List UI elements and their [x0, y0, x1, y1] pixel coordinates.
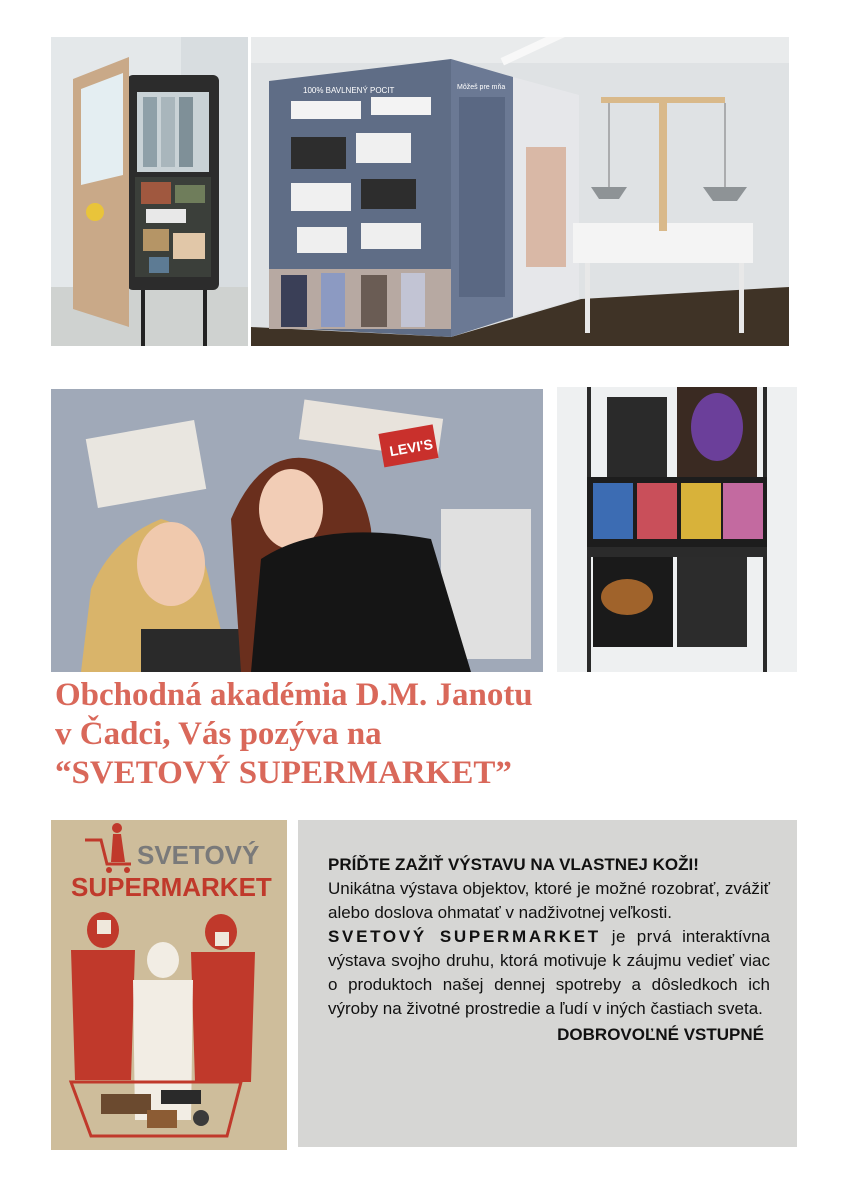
- info-paragraph-2: [328, 925, 770, 1021]
- info-heading: PRÍĎTE ZAŽIŤ VÝSTAVU NA VLASTNEJ KOŽI!: [328, 855, 699, 874]
- poster-title-svetovy: SVETOVÝ: [137, 840, 260, 870]
- photo-exhibition-hall: [251, 37, 789, 346]
- paragraph-2-lead: je prvá: [600, 927, 672, 946]
- admission-free: DOBROVOĽNÉ VSTUPNÉ: [557, 1025, 764, 1044]
- photo-exhibit-cabinet: [51, 37, 248, 346]
- photo-visitors: [51, 389, 543, 672]
- gallery-panel-text-1: 100% BAVLNENÝ POCIT: [303, 86, 395, 95]
- info-box: [298, 820, 797, 1147]
- poster-title-supermarket: SUPERMARKET: [71, 872, 272, 902]
- levis-tag: LEVI'S: [388, 435, 435, 460]
- photo-exhibit-panels: [557, 387, 797, 672]
- headline-line-1: Obchodná akadémia D.M. Janotu: [55, 677, 533, 713]
- info-text: [328, 853, 770, 1047]
- brand-name: SVETOVÝ SUPERMARKET: [328, 927, 601, 946]
- gallery-panel-text-2: Môžeš pre mňa: [457, 84, 506, 91]
- headline-line-3: “SVETOVÝ SUPERMARKET”: [55, 755, 512, 791]
- headline-line-2: v Čadci, Vás pozýva na: [55, 716, 382, 752]
- invitation-headline: [55, 676, 815, 793]
- paragraph-2-rest: interaktívna výstava svojho druhu, ktorá motivuje k záujmu vedieť viac o produktoch našej dennej spotreby a dôsledkoch ich výroby na životné prostredie a ľudí v iných častiach sveta.: [328, 927, 770, 1018]
- photo-supermarket-poster: [51, 820, 287, 1150]
- info-paragraph-1: Unikátna výstava objektov, ktoré je možné rozobrať, zvážiť alebo doslova ohmatať v nadživotnej veľkosti.: [328, 879, 770, 922]
